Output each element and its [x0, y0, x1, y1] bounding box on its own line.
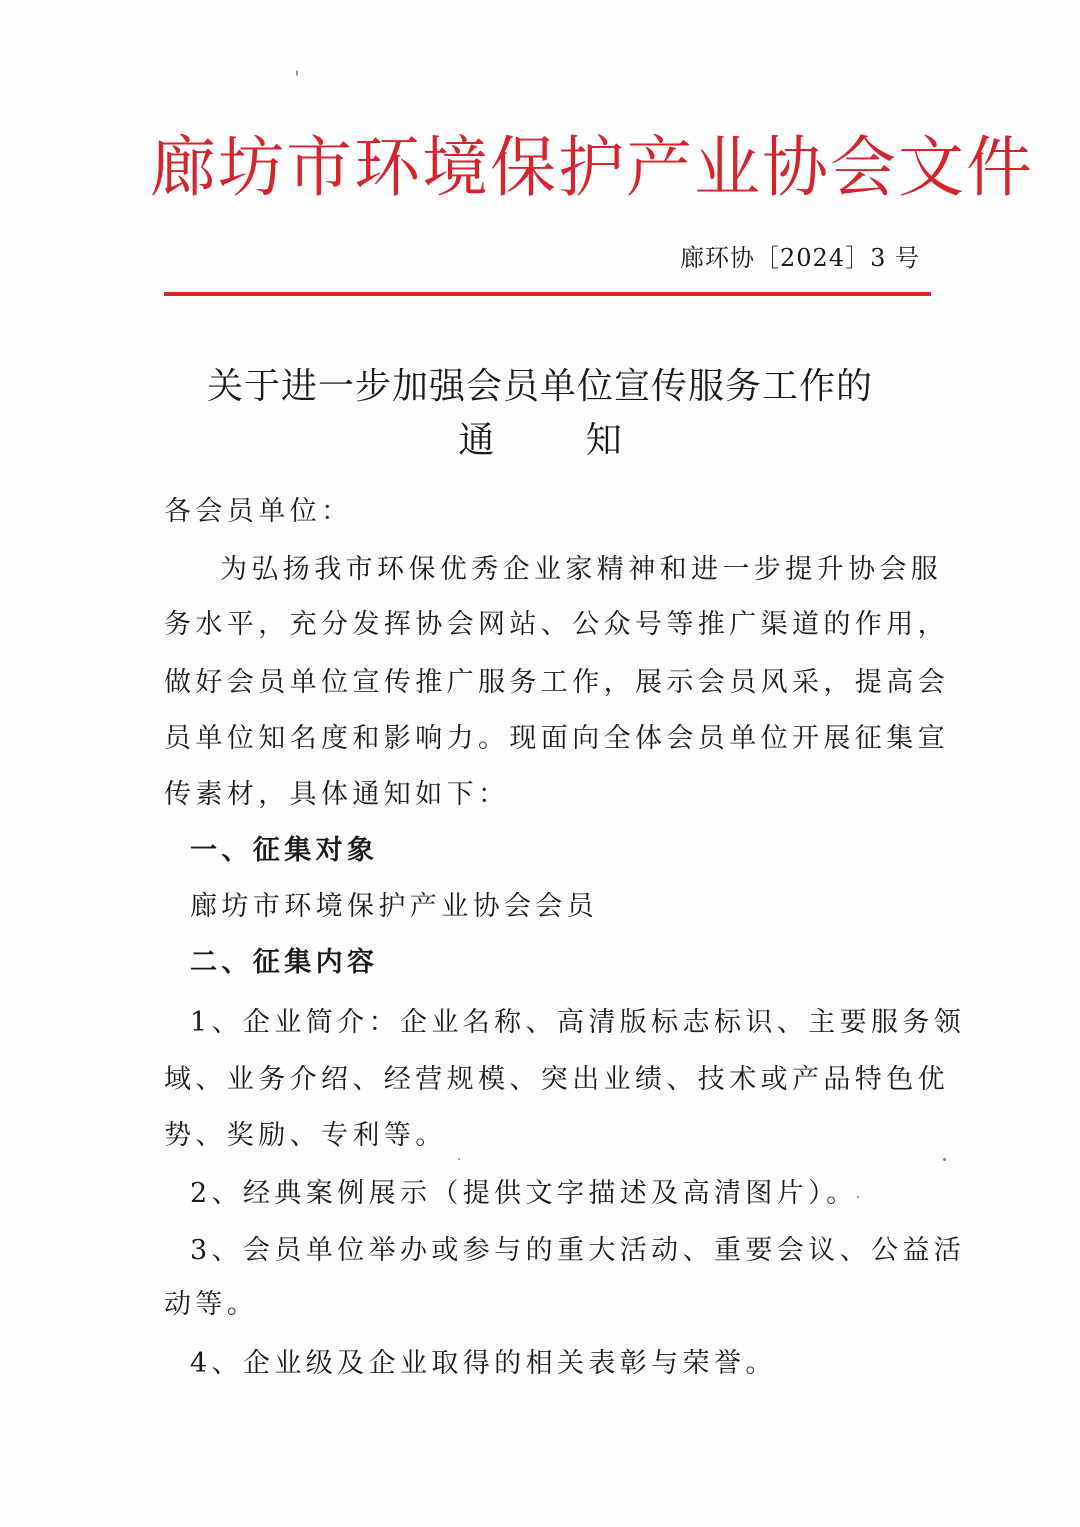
scan-speck: [857, 1196, 859, 1198]
notice-title-line-1: 关于进一步加强会员单位宣传服务工作的: [206, 366, 873, 407]
section-1-heading: 一、征集对象: [190, 835, 379, 866]
document-number: 廊环协［2024］3 号: [680, 244, 920, 272]
item-4: 4、企业级及企业取得的相关表彰与荣誉。: [190, 1348, 777, 1379]
intro-line-3: 做好会员单位宣传推广服务工作，展示会员风采，提高会: [164, 667, 949, 698]
scan-speck: [458, 1158, 460, 1160]
item-2: 2、经典案例展示（提供文字描述及高清图片）。: [190, 1178, 858, 1209]
notice-title-line-2: 通 知: [458, 420, 662, 461]
item-1-line-1: 1、企业简介：企业名称、高清版标志标识、主要服务领: [190, 1007, 966, 1038]
intro-line-2: 务水平，充分发挥协会网站、公众号等推广渠道的作用，: [164, 609, 949, 640]
intro-line-1: 为弘扬我市环保优秀企业家精神和进一步提升协会服: [220, 554, 943, 585]
intro-line-4: 员单位知名度和影响力。现面向全体会员单位开展征集宣: [164, 723, 949, 754]
scan-speck: [943, 1158, 946, 1161]
item-3-line-1: 3、会员单位举办或参与的重大活动、重要会议、公益活: [190, 1235, 966, 1266]
section-2-heading: 二、征集内容: [190, 947, 379, 978]
item-1-line-2: 域、业务介绍、经营规模、突出业绩、技术或产品特色优: [164, 1064, 949, 1095]
org-masthead-title: 廊坊市环境保护产业协会文件: [150, 129, 1034, 206]
item-3-line-2: 动等。: [164, 1289, 259, 1320]
intro-line-5: 传素材，具体通知如下：: [164, 779, 510, 810]
item-1-line-3: 势、奖励、专利等。: [164, 1120, 447, 1151]
salutation: 各会员单位：: [164, 496, 353, 527]
section-1-text: 廊坊市环境保护产业协会会员: [190, 891, 599, 922]
red-separator-rule: [164, 292, 931, 296]
scan-speck: [296, 70, 298, 76]
